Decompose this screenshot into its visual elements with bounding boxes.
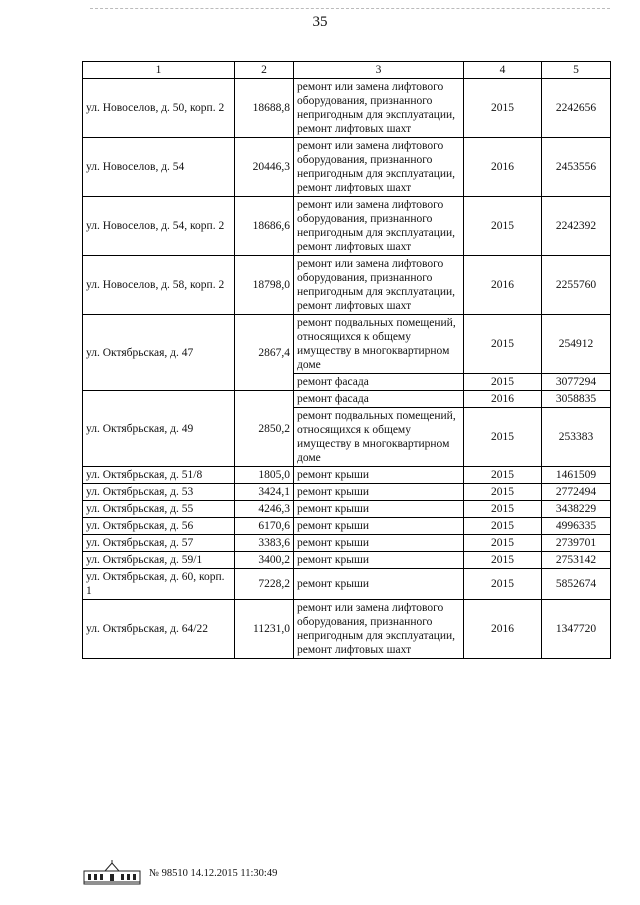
table-row xyxy=(83,256,611,315)
work-cost-cell: 254912 xyxy=(542,315,611,374)
work-type-cell: ремонт крыши xyxy=(294,552,464,569)
building-area-cell: 18798,0 xyxy=(235,256,294,315)
work-cost-cell: 4996335 xyxy=(542,518,611,535)
work-type-cell: ремонт крыши xyxy=(294,501,464,518)
building-area-cell: 7228,2 xyxy=(235,569,294,600)
table-row xyxy=(83,484,611,501)
work-type-cell: ремонт крыши xyxy=(294,518,464,535)
work-cost-cell: 1461509 xyxy=(542,467,611,484)
table-row xyxy=(83,197,611,256)
work-cost-cell: 2453556 xyxy=(542,138,611,197)
work-cost-cell: 1347720 xyxy=(542,600,611,659)
table-body xyxy=(83,79,611,659)
table-row xyxy=(83,569,611,600)
table-row xyxy=(83,79,611,138)
work-year-cell: 2015 xyxy=(464,408,542,467)
work-year-cell: 2015 xyxy=(464,501,542,518)
column-header-3: 3 xyxy=(294,62,464,79)
building-address-cell: ул. Октябрьская, д. 57 xyxy=(83,535,235,552)
work-type-cell: ремонт крыши xyxy=(294,569,464,600)
building-area-cell: 18686,6 xyxy=(235,197,294,256)
table-row xyxy=(83,535,611,552)
work-type-cell: ремонт или замена лифтового оборудования, признанного непригодным для эксплуатации, ремонт лифтовых шахт xyxy=(294,600,464,659)
work-cost-cell: 3438229 xyxy=(542,501,611,518)
building-address-cell: ул. Новоселов, д. 54, корп. 2 xyxy=(83,197,235,256)
work-type-cell: ремонт крыши xyxy=(294,467,464,484)
work-cost-cell: 2242656 xyxy=(542,79,611,138)
building-address-cell: ул. Октябрьская, д. 51/8 xyxy=(83,467,235,484)
column-header-5: 5 xyxy=(542,62,611,79)
work-type-cell: ремонт крыши xyxy=(294,535,464,552)
building-address-cell: ул. Октябрьская, д. 53 xyxy=(83,484,235,501)
building-area-cell: 3424,1 xyxy=(235,484,294,501)
work-year-cell: 2015 xyxy=(464,79,542,138)
city-hall-emblem-icon xyxy=(83,860,141,886)
column-header-2: 2 xyxy=(235,62,294,79)
table-row xyxy=(83,138,611,197)
building-area-cell: 3383,6 xyxy=(235,535,294,552)
building-address-cell: ул. Новоселов, д. 58, корп. 2 xyxy=(83,256,235,315)
building-address-cell: ул. Новоселов, д. 50, корп. 2 xyxy=(83,79,235,138)
work-year-cell: 2015 xyxy=(464,552,542,569)
building-address-cell: ул. Октябрьская, д. 60, корп. 1 xyxy=(83,569,235,600)
work-cost-cell: 2739701 xyxy=(542,535,611,552)
work-type-cell: ремонт фасада xyxy=(294,391,464,408)
work-year-cell: 2015 xyxy=(464,197,542,256)
work-type-cell: ремонт фасада xyxy=(294,374,464,391)
work-year-cell: 2015 xyxy=(464,315,542,374)
building-area-cell: 2850,2 xyxy=(235,391,294,467)
building-area-cell: 4246,3 xyxy=(235,501,294,518)
work-cost-cell: 3077294 xyxy=(542,374,611,391)
work-type-cell: ремонт подвальных помещений, относящихся к общему имуществу в многоквартирном доме xyxy=(294,408,464,467)
work-cost-cell: 2255760 xyxy=(542,256,611,315)
document-footer xyxy=(83,858,277,888)
building-area-cell: 11231,0 xyxy=(235,600,294,659)
work-type-cell: ремонт или замена лифтового оборудования, признанного непригодным для эксплуатации, ремонт лифтовых шахт xyxy=(294,197,464,256)
work-year-cell: 2015 xyxy=(464,467,542,484)
table-row xyxy=(83,552,611,569)
building-address-cell: ул. Октябрьская, д. 59/1 xyxy=(83,552,235,569)
work-year-cell: 2016 xyxy=(464,391,542,408)
work-year-cell: 2015 xyxy=(464,518,542,535)
building-address-cell: ул. Октябрьская, д. 56 xyxy=(83,518,235,535)
work-cost-cell: 5852674 xyxy=(542,569,611,600)
building-address-cell: ул. Октябрьская, д. 47 xyxy=(83,315,235,391)
document-registration-stamp: № 98510 14.12.2015 11:30:49 xyxy=(149,867,278,879)
building-area-cell: 6170,6 xyxy=(235,518,294,535)
work-cost-cell: 253383 xyxy=(542,408,611,467)
building-area-cell: 20446,3 xyxy=(235,138,294,197)
building-address-cell: ул. Новоселов, д. 54 xyxy=(83,138,235,197)
work-type-cell: ремонт крыши xyxy=(294,484,464,501)
work-year-cell: 2016 xyxy=(464,600,542,659)
work-type-cell: ремонт или замена лифтового оборудования, признанного непригодным для эксплуатации, ремонт лифтовых шахт xyxy=(294,138,464,197)
work-cost-cell: 2242392 xyxy=(542,197,611,256)
work-cost-cell: 3058835 xyxy=(542,391,611,408)
work-type-cell: ремонт или замена лифтового оборудования, признанного непригодным для эксплуатации, ремонт лифтовых шахт xyxy=(294,79,464,138)
work-type-cell: ремонт или замена лифтового оборудования, признанного непригодным для эксплуатации, ремонт лифтовых шахт xyxy=(294,256,464,315)
work-year-cell: 2015 xyxy=(464,374,542,391)
table-row xyxy=(83,391,611,408)
building-area-cell: 18688,8 xyxy=(235,79,294,138)
page-number: 35 xyxy=(312,14,328,30)
column-number-row xyxy=(83,62,611,79)
table-row xyxy=(83,600,611,659)
table-row xyxy=(83,467,611,484)
column-header-4: 4 xyxy=(464,62,542,79)
work-cost-cell: 2772494 xyxy=(542,484,611,501)
building-area-cell: 2867,4 xyxy=(235,315,294,391)
table-row xyxy=(83,501,611,518)
work-year-cell: 2016 xyxy=(464,138,542,197)
building-area-cell: 1805,0 xyxy=(235,467,294,484)
table-row xyxy=(83,315,611,374)
table-row xyxy=(83,518,611,535)
work-cost-cell: 2753142 xyxy=(542,552,611,569)
work-year-cell: 2015 xyxy=(464,484,542,501)
top-divider xyxy=(90,8,610,9)
repair-schedule-table xyxy=(82,61,611,659)
column-header-1: 1 xyxy=(83,62,235,79)
work-year-cell: 2016 xyxy=(464,256,542,315)
building-address-cell: ул. Октябрьская, д. 64/22 xyxy=(83,600,235,659)
building-area-cell: 3400,2 xyxy=(235,552,294,569)
work-year-cell: 2015 xyxy=(464,569,542,600)
work-type-cell: ремонт подвальных помещений, относящихся к общему имуществу в многоквартирном доме xyxy=(294,315,464,374)
work-year-cell: 2015 xyxy=(464,535,542,552)
building-address-cell: ул. Октябрьская, д. 49 xyxy=(83,391,235,467)
building-address-cell: ул. Октябрьская, д. 55 xyxy=(83,501,235,518)
